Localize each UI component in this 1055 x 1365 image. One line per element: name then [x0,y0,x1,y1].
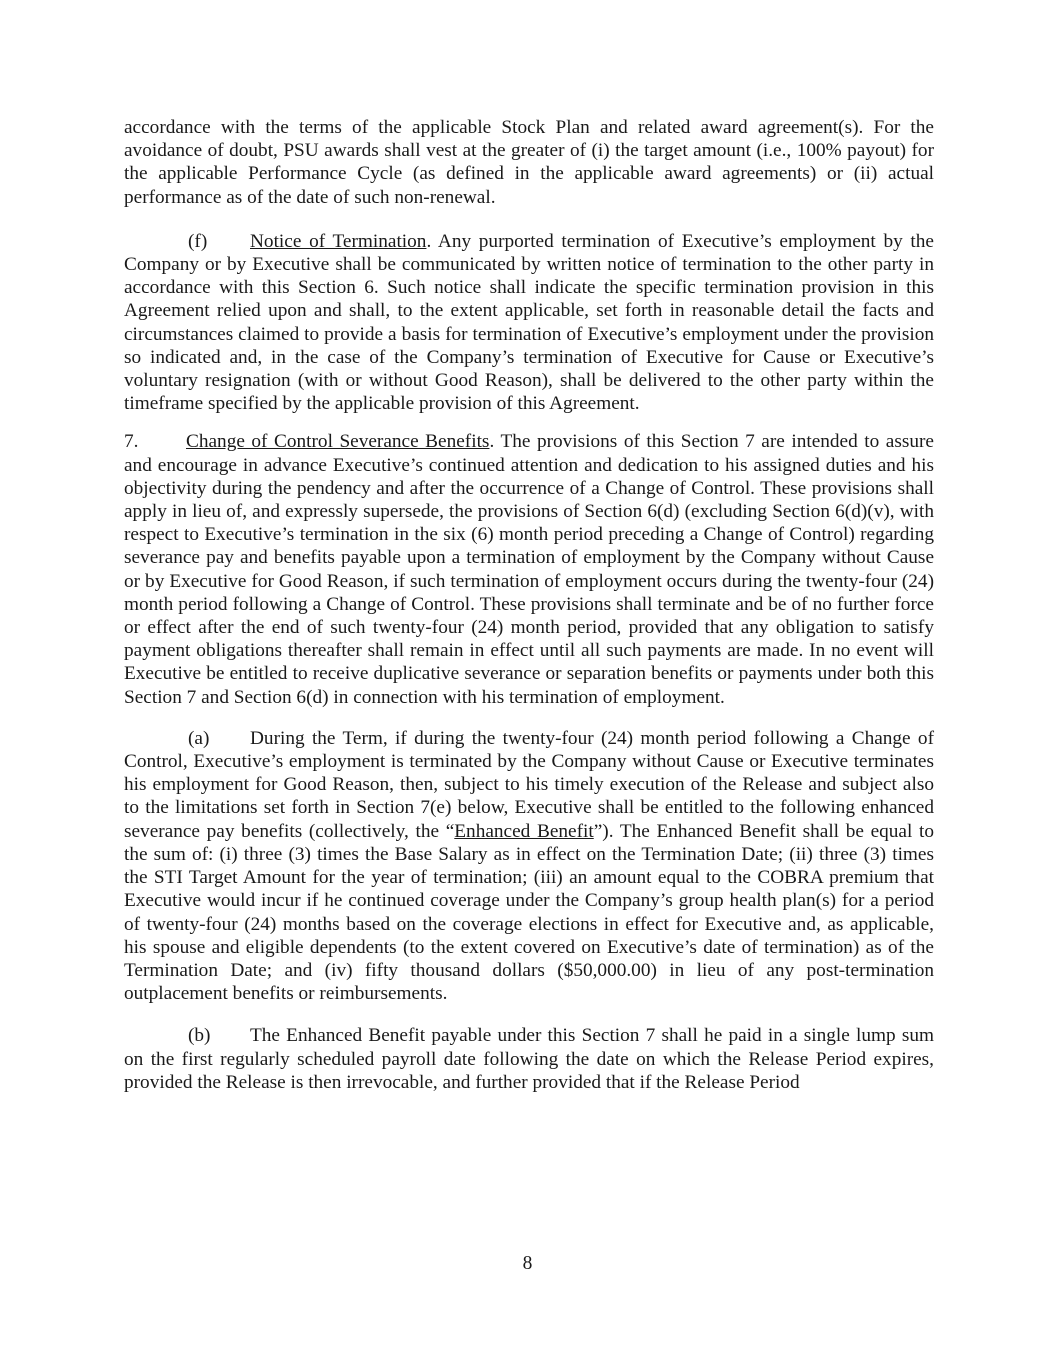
paragraph-notice-of-termination [124,230,934,416]
subsection-label-b: (b) [188,1025,211,1047]
paragraph-subsection-b [124,1024,934,1094]
section-number-7: 7. [124,431,139,453]
paragraph-continuation: accordance with the terms of the applicable Stock Plan and related award agreement(s). For the avoidance of doubt, PSU awards shall vest at the greater of (i) the target amount (i.e., 100% payout) for the applicable Performance Cycle (as defined in the applicable award agreements) or (ii) actual performance as of the date of such non-renewal. [124,117,934,208]
subsection-b-text: The Enhanced Benefit payable under this Section 7 shall he paid in a single lump sum on the first regularly scheduled payroll date following the date on which the Release Period expires, provided the Release is then irrevocable, and further provided that if the Release Period [124,1025,934,1093]
subsection-label-a: (a) [188,727,210,749]
page-number: 8 [522,1253,533,1274]
notice-of-termination-text: . Any purported termination of Executive’s employment by the Company or by Executive shall be communicated by written notice of termination to the other party in accordance with this Section 6. Such notice shall indicate the specific termination provision in this Agreement relied upon and shall, to the extent applicable, set forth in reasonable detail the facts and circumstances claimed to provide a basis for termination of Executive’s employment under the provision so indicated and, in the case of the Company’s termination of Executive for Cause or Executive’s voluntary resignation (with or without Good Reason), shall be delivered to the other party within the timeframe specified by the applicable provision of this Agreement. [124,230,934,415]
heading-notice-of-termination: Notice of Termination [250,230,427,252]
paragraph-section-7 [124,430,934,708]
document-body [124,116,934,1094]
subsection-a-text-before: During the Term, if during the twenty-four (24) month period following a Change of Control, Executive’s employment is terminated by the Company without Cause or Executive terminates his employment for Good Reason, then, subject to his timely execution of the Release and subject also to the limitations set forth in Section 7(e) below, Executive shall be entitled to the following enhanced severance pay benefits (collectively, the “ [124,727,934,842]
paragraph-subsection-a [124,727,934,1005]
subsection-label-f: (f) [188,230,208,252]
section-7-text: . The provisions of this Section 7 are intended to assure and encourage in advance Executive’s continued attention and dedication to his assigned duties and his objectivity during the pendency and after the occurrence of a Change of Control. These provisions shall apply in lieu of, and expressly supersede, the provisions of Section 6(d) (excluding Section 6(d)(v), with respect to Executive’s termination in the six (6) month period preceding a Change of Control) regarding severance pay and benefits payable upon a termination of employment by the Company without Cause or by Executive for Good Reason, if such termination of employment occurs during the twenty-four (24) month period following a Change of Control. These provisions shall terminate and be of no further force or effect after the end of such twenty-four (24) month period, provided that any obligation to satisfy payment obligations thereafter shall remain in effect until all such payments are made. In no event will Executive be entitled to receive duplicative severance or separation benefits or payments under both this Section 7 and Section 6(d) in connection with his termination of employment. [124,431,934,708]
defined-term-enhanced-benefit: Enhanced Benefit [454,820,594,842]
subsection-a-text-after: ”). The Enhanced Benefit shall be equal to the sum of: (i) three (3) times the Base Salary as in effect on the Termination Date; (ii) three (3) times the STI Target Amount for the year of termination; (iii) an amount equal to the COBRA premium that Executive would incur if he continued coverage under the Company’s group health plan(s) for a period of twenty-four (24) months based on the coverage elections in effect for Executive and, as applicable, his spouse and eligible dependents (to the extent covered on Executive’s date of termination) as of the Termination Date; and (iv) fifty thousand dollars ($50,000.00) in lieu of any post-termination outplacement benefits or reimbursements. [124,820,935,1005]
heading-change-of-control: Change of Control Severance Benefits [186,431,490,453]
